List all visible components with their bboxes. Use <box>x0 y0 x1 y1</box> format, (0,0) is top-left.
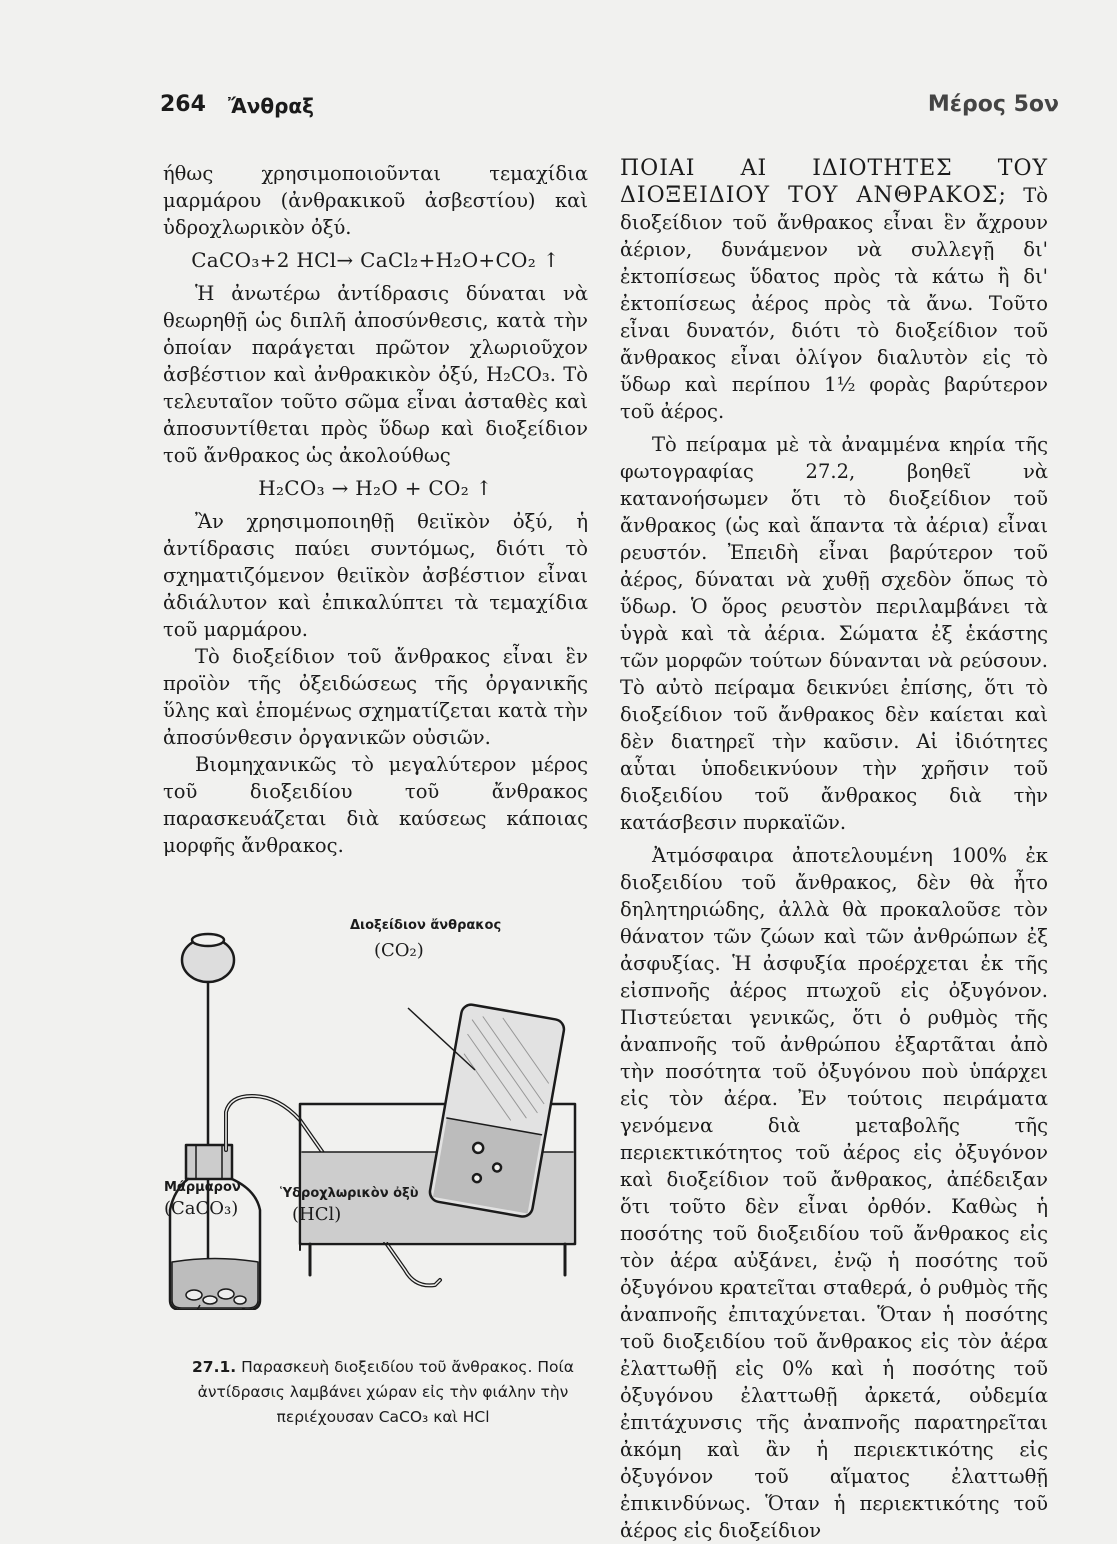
paragraph: Ἡ ἀνωτέρω ἀντίδρασις δύναται νὰ θεωρηθῇ ὡς διπλῆ ἀποσύνθεσις, κατὰ τὴν ὁποίαν παράγεται πρῶτον χλωριοῦχον ἀσβέστιον καὶ ἀνθρακικὸν ὀξύ, H₂CO₃. Τὸ τελευταῖον τοῦτο σῶμα εἶναι ἀσταθὲς καὶ ἀποσυντίθεται πρὸς ὕδωρ καὶ διοξείδιον τοῦ ἄνθρακος ὡς ἀκολούθως <box>163 282 588 467</box>
page-header <box>160 88 1059 128</box>
caption-number: 27.1. <box>192 1358 237 1376</box>
label-acid: Ὑδροχλωρικὸν ὀξὺ <box>280 1186 419 1201</box>
label-gas: Διοξείδιον ἄνθρακος <box>350 918 502 933</box>
section-heading: ΠΟΙΑΙ ΑΙ ΙΔΙΟΤΗΤΕΣ ΤΟΥ ΔΙΟΞΕΙΔΙΟΥ ΤΟΥ ΑΝΘΡΑΚΟΣ; <box>620 156 1048 208</box>
figure-caption <box>168 1355 598 1430</box>
page-number: 264 <box>160 92 206 117</box>
paragraph: Τὸ διοξείδιον τοῦ ἄνθρακος εἶναι ἓν ἄχρουν ἀέριον, δυνάμενον νὰ συλλεγῇ δι' ἐκτοπίσεως ὕδατος πρὸς τὰ κάτω ἢ δι' ἐκτοπίσεως ἀέρος πρὸς τὰ ἄνω. Τοῦτο εἶναι δυνατόν, διότι τὸ διοξείδιον τοῦ ἄνθρακος εἶναι ὀλίγον διαλυτὸν εἰς τὸ ὕδωρ καὶ περίπου 1½ φορὰς βαρύτερον τοῦ ἀέρος. <box>620 184 1048 423</box>
equation: CaCO₃+2 HCl→ CaCl₂+H₂O+CO₂ ↑ <box>191 248 560 272</box>
paragraph: Τὸ πείραμα μὲ τὰ ἀναμμένα κηρία τῆς φωτογραφίας 27.2, βοηθεῖ νὰ κατανοήσωμεν ὅτι τὸ διοξείδιον τοῦ ἄνθρακος (ὡς καὶ ἅπαντα τὰ ἀέρια) εἶναι ρευστόν. Ἐπειδὴ εἶναι βαρύτερον τοῦ ἀέρος, δύναται νὰ χυθῇ σχεδὸν ὅπως τὸ ὕδωρ. Ὁ ὅρος ρευστὸν περιλαμβάνει τὰ ὑγρὰ καὶ τὰ ἀέρια. Σώματα ἐξ ἑκάστης τῶν μορφῶν τούτων δύνανται νὰ ρεύσουν. Τὸ αὐτὸ πείραμα δεικνύει ἐπίσης, ὅτι τὸ διοξείδιον τοῦ ἄνθρακος δὲν καίεται καὶ δὲν διατηρεῖ τὴν καῦσιν. Αἱ ἰδιότητες αὗται ὑποδεικνύουν τὴν χρῆσιν τοῦ διοξειδίου τοῦ ἄνθρακος διὰ τὴν κατάσβεσιν πυρκαϊῶν. <box>620 433 1048 834</box>
paragraph: ήθως χρησιμοποιοῦνται τεμαχίδια μαρμάρου (ἀνθρακικοῦ ἀσβεστίου) καὶ ὑδροχλωρικὸν ὀξύ. <box>163 162 588 239</box>
chapter-title: Ἄνθραξ <box>228 94 314 118</box>
paragraph: Τὸ διοξείδιον τοῦ ἄνθρακος εἶναι ἓν προϊὸν τῆς ὀξειδώσεως τῆς ὀργανικῆς ὕλης καὶ ἑπομένως σχηματίζεται κατὰ τὴν ἀποσύνθεσιν ὀργανικῶν οὐσιῶν. <box>163 645 588 749</box>
paragraph: Ἀτμόσφαιρα ἀποτελουμένη 100% ἐκ διοξειδίου τοῦ ἄνθρακος, δὲν θὰ ἦτο δηλητηριώδης, ἀλλὰ θὰ προκαλοῦσε τὸν θάνατον τῶν ζώων καὶ τῶν ἀνθρώπων ἐξ ἀσφυξίας. Ἡ ἀσφυξία προέρχεται ἐκ τῆς εἰσπνοῆς ἀέρος πτωχοῦ εἰς ὀξυγόνον. Πιστεύεται γενικῶς, ὅτι ὁ ρυθμὸς τῆς ἀναπνοῆς τοῦ ἀνθρώπου ἐξαρτᾶται ἀπὸ τὴν ποσότητα τοῦ ὀξυγόνου ποὺ ὑπάρχει εἰς τὸν ἀέρα. Ἐν τούτοις πειράματα γενόμενα διὰ μεταβολῆς τῆς περιεκτικότητος τοῦ ἀέρος εἰς ὀξυγόνον καὶ διοξείδιον τοῦ ἄνθρακος, ἀπέδειξαν ὅτι τοῦτο δὲν εἶναι ὀρθόν. Καθὼς ἡ ποσότης τοῦ διοξειδίου τοῦ ἄνθρακος εἰς τὸν ἀέρα αὐξάνει, ἐνῷ ἡ ποσότης τοῦ ὀξυγόνου κρατεῖται σταθερά, ὁ ρυθμὸς τῆς ἀναπνοῆς ἐπιταχύνεται. Ὅταν ἡ ποσότης τοῦ διοξειδίου τοῦ ἄνθρακος εἰς τὸν ἀέρα ἐλαττωθῇ εἰς 0% καὶ ἡ ποσότης τοῦ ὀξυγόνου ἐλαττωθῇ ἀρκετά, οὐδεμία ἐπιτάχυνσις τῆς ἀναπνοῆς παρατηρεῖται ἀκόμη καὶ ἂν ἡ περιεκτικότης εἰς ὀξυγόνον τοῦ αἵματος ἐλαττωθῇ ἐπικινδύνως. Ὅταν ἡ περιεκτικότης τοῦ ἀέρος εἰς διοξείδιον <box>620 844 1048 1542</box>
label-acid-formula: (HCl) <box>292 1204 342 1225</box>
label-gas-formula: (CO₂) <box>374 940 424 961</box>
left-column <box>163 160 588 859</box>
label-marble-formula: (CaCO₃) <box>164 1198 239 1219</box>
part-label: Μέρος 5ον <box>927 92 1059 117</box>
paragraph: Βιομηχανικῶς τὸ μεγαλύτερον μέρος τοῦ διοξειδίου τοῦ ἄνθρακος παρασκευάζεται διὰ καύσεως κάποιας μορφῆς ἄνθρακος. <box>163 753 588 857</box>
caption-text: Παρασκευὴ διοξειδίου τοῦ ἄνθρακος. Ποία ἀντίδρασις λαμβάνει χώραν εἰς τὴν φιάλην τὴν περιέχουσαν CaCO₃ καὶ HCl <box>197 1358 574 1426</box>
equation: H₂CO₃ → H₂O + CO₂ ↑ <box>258 476 493 500</box>
figure-co2-apparatus <box>160 890 610 1310</box>
paragraph: Ἂν χρησιμοποιηθῇ θειϊκὸν ὀξύ, ἡ ἀντίδρασις παύει συντόμως, διότι τὸ σχηματιζόμενον θειϊκὸν ἀσβέστιον εἶναι ἀδιάλυτον καὶ ἐπικαλύπτει τὰ τεμαχίδια τοῦ μαρμάρου. <box>163 510 588 641</box>
right-column <box>620 155 1048 1544</box>
label-marble: Μάρμαρον <box>164 1180 241 1195</box>
